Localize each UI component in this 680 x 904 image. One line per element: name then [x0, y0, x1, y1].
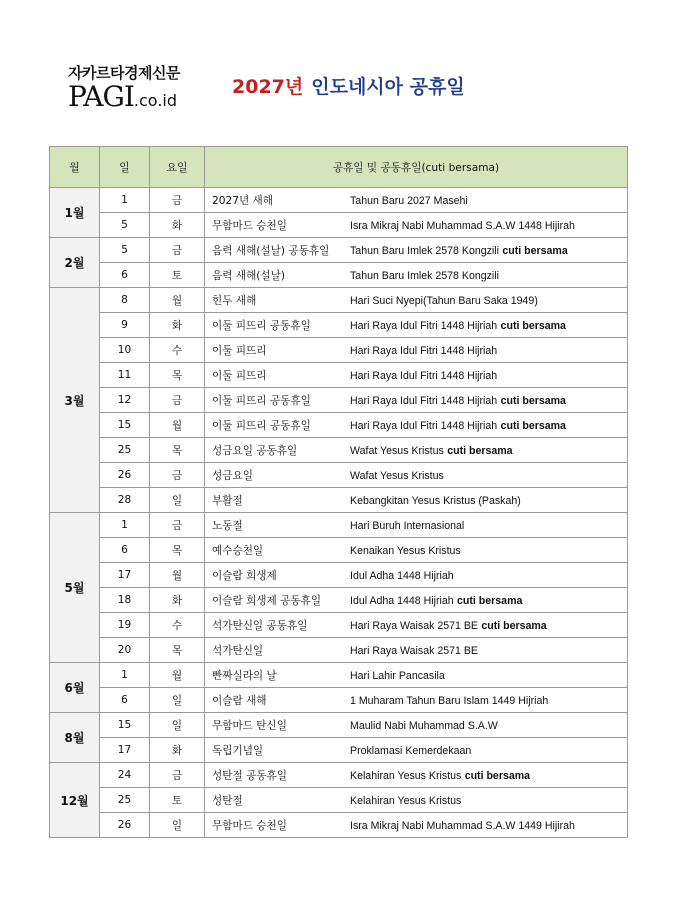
day-cell: 26 — [100, 813, 150, 838]
month-cell: 1월 — [50, 188, 100, 238]
weekday-cell: 일 — [150, 688, 205, 713]
day-cell: 15 — [100, 413, 150, 438]
table-row — [50, 663, 628, 688]
description-cell — [205, 588, 628, 613]
holiday-name-indonesian: Kebangkitan Yesus Kristus (Paskah) — [350, 494, 521, 507]
description-cell — [205, 513, 628, 538]
description-cell — [205, 238, 628, 263]
holiday-name-korean: 석가탄신일 공동휴일 — [212, 619, 308, 632]
description-cell — [205, 563, 628, 588]
holiday-name-korean: 이슬람 희생제 — [212, 569, 277, 582]
holiday-name-indonesian: Hari Raya Waisak 2571 BE — [350, 619, 478, 632]
day-cell: 26 — [100, 463, 150, 488]
weekday-cell: 일 — [150, 813, 205, 838]
day-cell: 12 — [100, 388, 150, 413]
table-row — [50, 813, 628, 838]
description-cell — [205, 813, 628, 838]
table-row — [50, 263, 628, 288]
weekday-cell: 일 — [150, 713, 205, 738]
table-row — [50, 488, 628, 513]
holiday-name-korean: 석가탄신일 — [212, 644, 264, 657]
holiday-name-indonesian: Hari Buruh Internasional — [350, 519, 465, 532]
description-cell — [205, 638, 628, 663]
holiday-name-korean: 빤짜실라의 날 — [212, 669, 277, 682]
cuti-bersama-label: cuti bersama — [481, 619, 547, 632]
table-row — [50, 563, 628, 588]
description-cell — [205, 688, 628, 713]
title-year: 2027년 — [232, 76, 304, 98]
page-title — [232, 72, 465, 99]
weekday-cell: 토 — [150, 788, 205, 813]
description-cell — [205, 613, 628, 638]
description-cell — [205, 388, 628, 413]
table-row — [50, 213, 628, 238]
table-row — [50, 413, 628, 438]
holiday-name-indonesian: Tahun Baru Imlek 2578 Kongzili — [350, 244, 499, 257]
holiday-name-indonesian: Hari Raya Idul Fitri 1448 Hijriah — [350, 394, 498, 407]
holiday-name-korean: 음력 새해(설날) 공동휴일 — [212, 244, 330, 257]
holiday-name-indonesian: Tahun Baru 2027 Masehi — [350, 194, 468, 207]
holiday-name-korean: 힌두 새해 — [212, 294, 257, 307]
holiday-name-indonesian: Wafat Yesus Kristus — [350, 444, 444, 457]
table-row — [50, 538, 628, 563]
table-row — [50, 763, 628, 788]
holiday-name-korean: 성금요일 — [212, 469, 253, 482]
description-cell — [205, 663, 628, 688]
table-row — [50, 438, 628, 463]
holiday-name-indonesian: Idul Adha 1448 Hijriah — [350, 594, 454, 607]
weekday-cell: 월 — [150, 413, 205, 438]
holiday-name-korean: 성탄절 공동휴일 — [212, 769, 288, 782]
day-cell: 18 — [100, 588, 150, 613]
table-row — [50, 638, 628, 663]
table-row — [50, 313, 628, 338]
table-row — [50, 688, 628, 713]
cuti-bersama-label: cuti bersama — [464, 769, 531, 782]
cuti-bersama-label: cuti bersama — [457, 594, 523, 607]
month-cell: 2월 — [50, 238, 100, 288]
table-body — [50, 188, 628, 838]
title-rest: 인도네시아 공휴일 — [311, 76, 465, 98]
holiday-name-korean: 무함마드 탄신일 — [212, 719, 288, 732]
holiday-name-indonesian: Idul Adha 1448 Hijriah — [350, 569, 454, 582]
weekday-cell: 토 — [150, 263, 205, 288]
weekday-cell: 수 — [150, 338, 205, 363]
holiday-name-indonesian: Kelahiran Yesus Kristus — [350, 769, 462, 782]
table-header-row — [50, 147, 628, 188]
day-cell: 1 — [100, 663, 150, 688]
description-cell — [205, 213, 628, 238]
table-row — [50, 788, 628, 813]
weekday-cell: 수 — [150, 613, 205, 638]
weekday-cell: 목 — [150, 538, 205, 563]
day-cell: 6 — [100, 263, 150, 288]
logo-brand-name: PAGI — [68, 80, 134, 113]
holiday-name-indonesian: Wafat Yesus Kristus — [350, 469, 444, 482]
holiday-name-korean: 예수승천일 — [212, 544, 264, 557]
holiday-name-korean: 이둘 피뜨리 — [212, 344, 267, 357]
description-cell — [205, 463, 628, 488]
description-cell — [205, 438, 628, 463]
table-row — [50, 738, 628, 763]
day-cell: 17 — [100, 563, 150, 588]
cuti-bersama-label: cuti bersama — [500, 394, 566, 407]
weekday-cell: 금 — [150, 763, 205, 788]
holiday-name-korean: 음력 새해(설날) — [212, 269, 286, 282]
month-cell: 3월 — [50, 288, 100, 513]
holiday-name-korean: 이둘 피뜨리 공동휴일 — [212, 419, 311, 432]
description-cell — [205, 788, 628, 813]
holiday-name-korean: 성탄절 — [212, 794, 243, 807]
day-cell: 8 — [100, 288, 150, 313]
weekday-cell: 화 — [150, 313, 205, 338]
description-cell — [205, 188, 628, 213]
holiday-name-indonesian: Tahun Baru Imlek 2578 Kongzili — [350, 269, 499, 282]
day-cell: 6 — [100, 688, 150, 713]
holiday-name-indonesian: 1 Muharam Tahun Baru Islam 1449 Hijriah — [350, 694, 549, 707]
description-cell — [205, 263, 628, 288]
holiday-name-indonesian: Hari Raya Idul Fitri 1448 Hijriah — [350, 344, 498, 357]
table-row — [50, 388, 628, 413]
holiday-name-korean: 무함마드 승천일 — [212, 219, 288, 232]
holiday-name-korean: 독립기념일 — [212, 744, 264, 757]
table-row — [50, 613, 628, 638]
holiday-name-korean: 이둘 피뜨리 — [212, 369, 267, 382]
holiday-name-indonesian: Maulid Nabi Muhammad S.A.W — [350, 719, 498, 732]
header-description: 공휴일 및 공동휴일(cuti bersama) — [205, 147, 628, 188]
table-row — [50, 363, 628, 388]
holiday-name-korean: 이둘 피뜨리 공동휴일 — [212, 319, 311, 332]
day-cell: 19 — [100, 613, 150, 638]
holiday-name-indonesian: Hari Lahir Pancasila — [350, 669, 445, 682]
description-cell — [205, 313, 628, 338]
table-row — [50, 188, 628, 213]
table-row — [50, 463, 628, 488]
day-cell: 11 — [100, 363, 150, 388]
holiday-name-indonesian: Hari Raya Idul Fitri 1448 Hijriah — [350, 419, 498, 432]
weekday-cell: 목 — [150, 438, 205, 463]
table-row — [50, 288, 628, 313]
month-cell: 8월 — [50, 713, 100, 763]
holiday-name-indonesian: Kelahiran Yesus Kristus — [350, 794, 462, 807]
day-cell: 1 — [100, 513, 150, 538]
day-cell: 9 — [100, 313, 150, 338]
holiday-name-indonesian: Kenaikan Yesus Kristus — [350, 544, 461, 557]
table-row — [50, 713, 628, 738]
description-cell — [205, 488, 628, 513]
description-cell — [205, 288, 628, 313]
holiday-name-indonesian: Hari Suci Nyepi(Tahun Baru Saka 1949) — [350, 294, 538, 307]
day-cell: 20 — [100, 638, 150, 663]
holiday-name-korean: 이슬람 희생제 공동휴일 — [212, 594, 322, 607]
day-cell: 5 — [100, 238, 150, 263]
cuti-bersama-label: cuti bersama — [502, 244, 568, 257]
weekday-cell: 금 — [150, 463, 205, 488]
header-month: 월 — [50, 147, 100, 188]
description-cell — [205, 763, 628, 788]
header-day: 일 — [100, 147, 150, 188]
day-cell: 24 — [100, 763, 150, 788]
holiday-name-indonesian: Isra Mikraj Nabi Muhammad S.A.W 1449 Hijirah — [350, 819, 575, 832]
day-cell: 15 — [100, 713, 150, 738]
weekday-cell: 월 — [150, 288, 205, 313]
weekday-cell: 화 — [150, 738, 205, 763]
holiday-name-korean: 노동절 — [212, 519, 243, 532]
table-row — [50, 238, 628, 263]
day-cell: 25 — [100, 438, 150, 463]
logo-brand — [68, 82, 208, 116]
logo-korean: 자카르타경제신문 — [68, 64, 180, 82]
holiday-name-indonesian: Isra Mikraj Nabi Muhammad S.A.W 1448 Hijirah — [350, 219, 575, 232]
holiday-name-korean: 이슬람 새해 — [212, 694, 267, 707]
holiday-name-indonesian: Proklamasi Kemerdekaan — [350, 744, 472, 757]
month-cell: 5월 — [50, 513, 100, 663]
cuti-bersama-label: cuti bersama — [500, 419, 566, 432]
weekday-cell: 금 — [150, 188, 205, 213]
table-row — [50, 513, 628, 538]
cuti-bersama-label: cuti bersama — [500, 319, 566, 332]
header-dow: 요일 — [150, 147, 205, 188]
day-cell: 6 — [100, 538, 150, 563]
description-cell — [205, 713, 628, 738]
description-cell — [205, 413, 628, 438]
holiday-name-korean: 성금요일 공동휴일 — [212, 444, 298, 457]
day-cell: 17 — [100, 738, 150, 763]
holiday-table — [49, 146, 628, 838]
day-cell: 10 — [100, 338, 150, 363]
weekday-cell: 월 — [150, 663, 205, 688]
weekday-cell: 화 — [150, 588, 205, 613]
month-cell: 6월 — [50, 663, 100, 713]
day-cell: 5 — [100, 213, 150, 238]
day-cell: 25 — [100, 788, 150, 813]
holiday-name-korean: 2027년 새해 — [212, 194, 274, 207]
weekday-cell: 화 — [150, 213, 205, 238]
weekday-cell: 금 — [150, 513, 205, 538]
holiday-name-indonesian: Hari Raya Idul Fitri 1448 Hijriah — [350, 369, 498, 382]
description-cell — [205, 738, 628, 763]
description-cell — [205, 538, 628, 563]
weekday-cell: 목 — [150, 638, 205, 663]
holiday-name-korean: 이둘 피뜨리 공동휴일 — [212, 394, 311, 407]
table-row — [50, 588, 628, 613]
logo — [68, 64, 208, 116]
cuti-bersama-label: cuti bersama — [447, 444, 513, 457]
holiday-name-korean: 부활절 — [212, 494, 243, 507]
holiday-name-indonesian: Hari Raya Idul Fitri 1448 Hijriah — [350, 319, 498, 332]
description-cell — [205, 338, 628, 363]
month-cell: 12월 — [50, 763, 100, 838]
holiday-name-indonesian: Hari Raya Waisak 2571 BE — [350, 644, 478, 657]
description-cell — [205, 363, 628, 388]
weekday-cell: 금 — [150, 238, 205, 263]
weekday-cell: 목 — [150, 363, 205, 388]
day-cell: 1 — [100, 188, 150, 213]
table-row — [50, 338, 628, 363]
day-cell: 28 — [100, 488, 150, 513]
weekday-cell: 금 — [150, 388, 205, 413]
logo-brand-suffix: .co.id — [133, 91, 177, 110]
weekday-cell: 일 — [150, 488, 205, 513]
weekday-cell: 월 — [150, 563, 205, 588]
holiday-name-korean: 무함마드 승천일 — [212, 819, 288, 832]
